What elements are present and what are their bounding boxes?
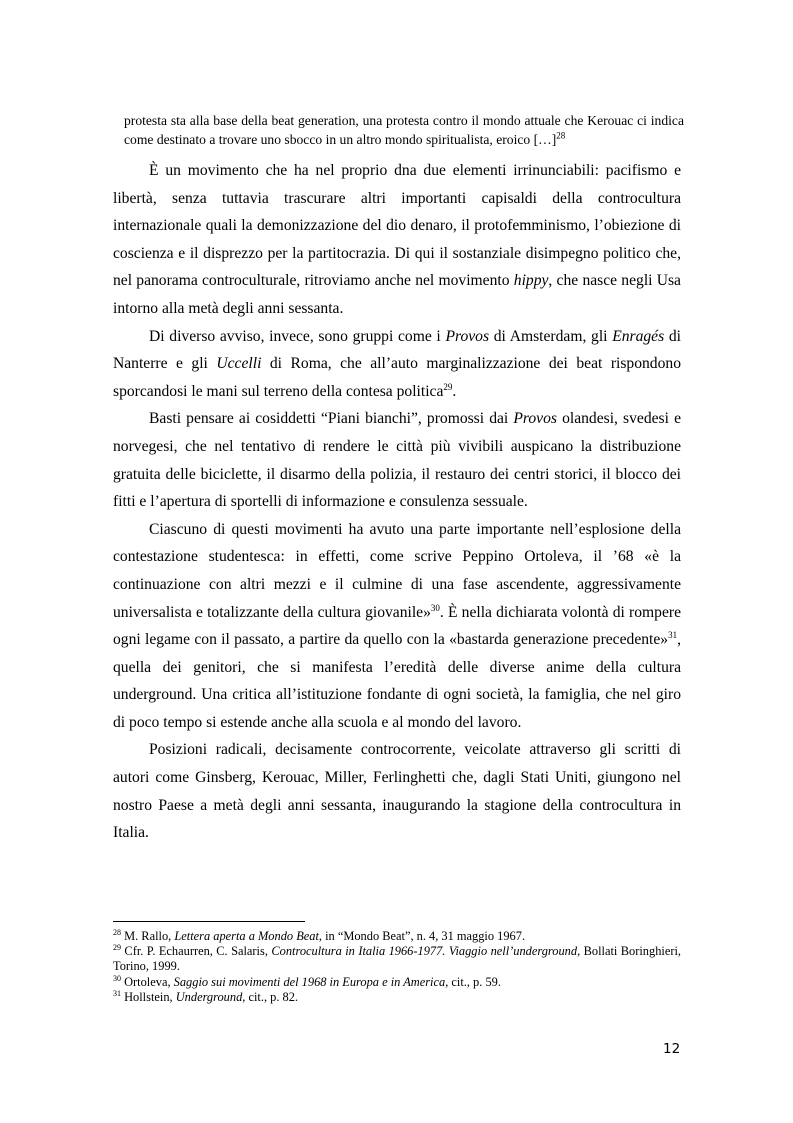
footnote-ref-28: 28 [556, 129, 566, 140]
footnote-31 [113, 990, 681, 1005]
paragraph-text: . [452, 382, 457, 400]
italic-term: Uccelli [216, 355, 262, 373]
paragraph-text: di Amsterdam, gli [489, 327, 613, 345]
footnote-text: Cfr. P. Echaurren, C. Salaris, [121, 944, 272, 959]
quote-text: protesta sta alla base della beat generation, una protesta contro il mondo attuale che Kerouac ci indica come destinato a trovare uno sbocco in un altro mondo spiritualista, eroico […] [124, 113, 684, 147]
body-text [113, 157, 681, 847]
footnote-number: 29 [113, 943, 121, 953]
footnote-title: Saggio sui movimenti del 1968 in Europa e in America [173, 974, 446, 989]
footnote-text: , cit., p. 82. [242, 989, 299, 1004]
footnote-text: , in “Mondo Beat”, n. 4, 31 maggio 1967. [318, 929, 526, 943]
paragraph-text: . È nella dichiarata volontà di rompere ogni legame con il passato, a partire da quello con la «bastarda generazione precedente» [113, 603, 681, 649]
paragraph-text: Ciascuno di questi movimenti ha avuto una parte importante nell’esplosione della contestazione studentesca: in effetti, come scrive Peppino Ortoleva, il ’68 «è la continuazione con altri mezzi e il culmine di una fase ascendente, aggressivamente universalista e totalizzante della cultura giovanile» [113, 520, 681, 621]
footnote-text: Hollstein, [121, 989, 176, 1004]
footnote-number: 30 [113, 973, 121, 983]
footnote-title: Lettera aperta a Mondo Beat [174, 929, 319, 943]
footnote-ref-29: 29 [443, 381, 453, 392]
paragraph-2 [113, 323, 681, 406]
footnote-number: 28 [113, 927, 121, 937]
footnote-separator [113, 921, 305, 922]
paragraph-text: Posizioni radicali, decisamente controcorrente, veicolate attraverso gli scritti di autori come Ginsberg, Kerouac, Miller, Ferlinghetti che, dagli Stati Uniti, giungono nel nostro Paese a metà degli anni sessanta, inaugurando la stagione della controcultura in Italia. [113, 741, 681, 842]
block-quote [124, 112, 684, 149]
italic-term: hippy [513, 272, 549, 290]
paragraph-text: , che nasce negli Usa intorno alla metà degli anni sessanta. [113, 272, 681, 317]
footnote-title: Controcultura in Italia 1966-1977. Viaggio nell’underground [271, 944, 578, 959]
italic-term: Provos [513, 410, 557, 428]
paragraph-text: olandesi, svedesi e norvegesi, che nel tentativo di rendere le città più vivibili auspicano la distribuzione gratuita delle biciclette, il disarmo della polizia, il restauro dei centri storici, il blocco dei fitti e l’apertura di sportelli di informazione e consulenza sessuale. [113, 410, 681, 511]
paragraph-text: Basti pensare ai cosiddetti “Piani bianchi”, promossi dai [149, 410, 514, 428]
footnote-text: , cit., p. 59. [445, 974, 501, 989]
paragraph-5 [113, 736, 681, 846]
footnote-text: M. Rallo, [121, 929, 175, 943]
footnotes [113, 929, 681, 1005]
paragraph-3 [113, 405, 681, 515]
footnote-29 [113, 944, 681, 974]
footnote-number: 31 [113, 988, 121, 998]
page-number: 12 [663, 1041, 681, 1057]
paragraph-1 [113, 157, 681, 323]
paragraph-text: di Roma, che all’auto marginalizzazione dei beat rispondono sporcandosi le mani sul terreno della contesa politica [113, 355, 681, 400]
paragraph-text: , quella dei genitori, che si manifesta l’eredità delle diverse anime della cultura underground. Una critica all’istituzione fondante di ogni società, la famiglia, che nel giro di poco tempo si estende anche alla scuola e al mondo del lavoro. [113, 631, 681, 731]
footnote-30 [113, 975, 681, 990]
italic-term: Provos [445, 327, 490, 345]
footnote-text: , Bollati Boringhieri, Torino, 1999. [113, 944, 682, 974]
footnote-title: Underground [175, 989, 243, 1004]
footnote-text: Ortoleva, [121, 974, 174, 989]
paragraph-text: Di diverso avviso, invece, sono gruppi come i [149, 327, 446, 345]
footnote-ref-31: 31 [668, 629, 678, 640]
paragraph-4 [113, 516, 681, 737]
footnote-ref-30: 30 [430, 602, 440, 613]
footnote-28 [113, 929, 681, 944]
paragraph-text: È un movimento che ha nel proprio dna due elementi irrinunciabili: pacifismo e libertà, senza tuttavia trascurare altri importanti capisaldi della controcultura internazionale quali la demonizzazione del dio denaro, il protofemminismo, l’obiezione di coscienza e il disprezzo per la partitocrazia. Di qui il sostanziale disimpegno politico che, nel panorama controculturale, ritroviamo anche nel movimento [113, 162, 681, 290]
italic-term: Enragés [612, 327, 665, 345]
paragraph-text: di Nanterre e gli [113, 327, 681, 373]
